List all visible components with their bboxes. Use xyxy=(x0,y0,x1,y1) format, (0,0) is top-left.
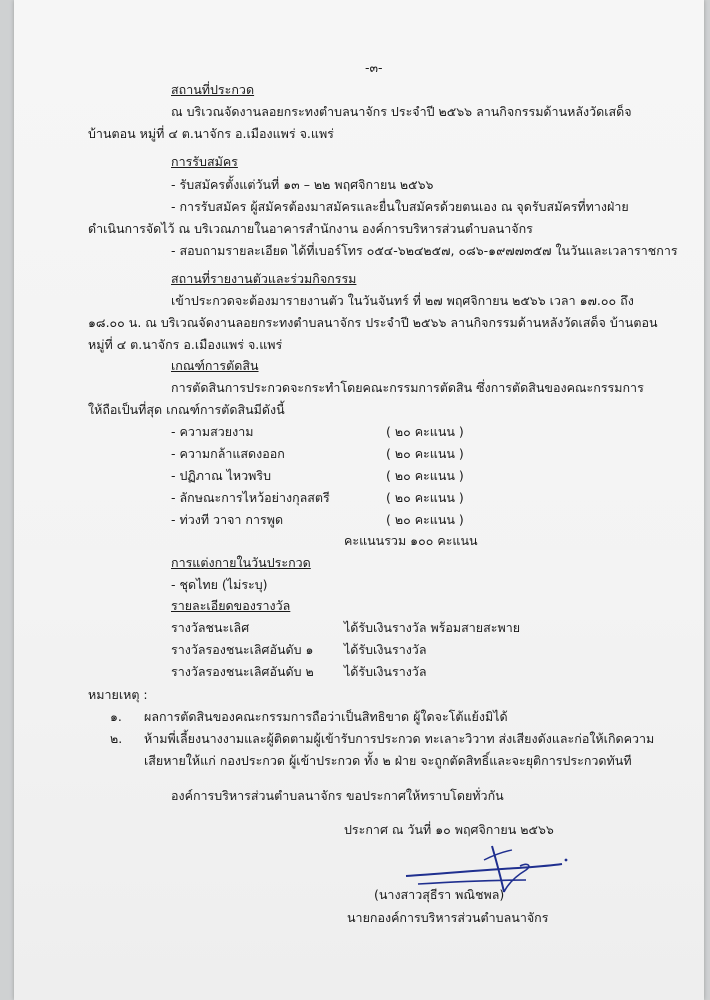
notes-heading: หมายเหตุ : xyxy=(88,687,148,702)
registration-item-2-line-2: ดำเนินการจัดไว้ ณ บริเวณภายในอาคารสำนักงาน องค์การบริหารส่วนตำบลนาจักร xyxy=(88,221,533,236)
note-text-line-2: เสียหายให้แก่ กองประกวด ผู้เข้าประกวด ทั้ง ๒ ฝ่าย จะถูกตัดสิทธิ์และจะยุติการประกวดทันที xyxy=(144,753,632,768)
report-line-3: หมู่ที่ ๔ ต.นาจักร อ.เมืองแพร่ จ.แพร่ xyxy=(88,337,283,352)
note-text-line-1: ห้ามพี่เลี้ยงนางงามและผู้ติดตามผู้เข้ารับการประกวด ทะเลาะวิวาท ส่งเสียงดังและก่อให้เกิดความ xyxy=(144,731,655,746)
criteria-item-name: - ลักษณะการไหว้อย่างกุลสตรี xyxy=(171,490,330,505)
registration-item-2-line-1: - การรับสมัคร ผู้สมัครต้องมาสมัครและยื่นใบสมัครด้วยตนเอง ณ จุดรับสมัครที่ทางฝ่าย xyxy=(171,199,629,214)
criteria-intro-line-1: การตัดสินการประกวดจะกระทำโดยคณะกรรมการตัดสิน ซึ่งการตัดสินของคณะกรรมการ xyxy=(171,380,644,395)
criteria-item-score: ( ๒๐ คะแนน ) xyxy=(386,446,464,461)
prize-detail: ได้รับเงินรางวัล xyxy=(344,664,427,679)
note-text: ผลการตัดสินของคณะกรรมการถือว่าเป็นสิทธิขาด ผู้ใดจะโต้แย้งมิได้ xyxy=(144,709,508,724)
report-line-1: เข้าประกวดจะต้องมารายงานตัว ในวันจันทร์ ที่ ๒๗ พฤศจิกายน ๒๕๖๖ เวลา ๑๗.๐๐ ถึง xyxy=(171,293,634,308)
criteria-intro-line-2: ให้ถือเป็นที่สุด เกณฑ์การตัดสินมีดังนี้ xyxy=(88,402,285,417)
announcement: องค์การบริหารส่วนตำบลนาจักร ขอประกาศให้ทราบโดยทั่วกัน xyxy=(171,788,504,803)
criteria-total: คะแนนรวม ๑๐๐ คะแนน xyxy=(344,533,478,548)
report-heading: สถานที่รายงานตัวและร่วมกิจกรรม xyxy=(171,271,357,286)
criteria-item-score: ( ๒๐ คะแนน ) xyxy=(386,512,464,527)
note-number: ๒. xyxy=(110,731,123,746)
criteria-heading: เกณฑ์การตัดสิน xyxy=(171,358,259,373)
registration-item-1: - รับสมัครตั้งแต่วันที่ ๑๓ – ๒๒ พฤศจิกายน ๒๕๖๖ xyxy=(171,177,434,192)
prize-name: รางวัลชนะเลิศ xyxy=(171,620,250,635)
registration-heading: การรับสมัคร xyxy=(171,154,238,169)
announced-date: ประกาศ ณ วันที่ ๑๐ พฤศจิกายน ๒๕๖๖ xyxy=(344,822,554,837)
criteria-item-name: - ท่วงที วาจา การพูด xyxy=(171,512,284,527)
dress-item: - ชุดไทย (ไม่ระบุ) xyxy=(171,577,268,592)
venue-line-2: บ้านตอน หมู่ที่ ๔ ต.นาจักร อ.เมืองแพร่ จ.แพร่ xyxy=(88,126,334,141)
prize-name: รางวัลรองชนะเลิศอันดับ ๑ xyxy=(171,642,314,657)
signer-name: (นางสาวสุธีรา พณิชพล) xyxy=(374,887,505,902)
criteria-item-name: - ปฏิภาณ ไหวพริบ xyxy=(171,468,272,483)
page-number: -๓- xyxy=(365,60,383,75)
document-page xyxy=(14,0,704,1000)
criteria-item-name: - ความสวยงาม xyxy=(171,424,254,439)
report-line-2: ๑๘.๐๐ น. ณ บริเวณจัดงานลอยกระทงตำบลนาจักร ประจำปี ๒๕๖๖ ลานกิจกรรมด้านหลังวัดเสด็จ บ้านตอน xyxy=(88,315,658,330)
venue-line-1: ณ บริเวณจัดงานลอยกระทงตำบลนาจักร ประจำปี ๒๕๖๖ ลานกิจกรรมด้านหลังวัดเสด็จ xyxy=(171,104,632,119)
prizes-heading: รายละเอียดของรางวัล xyxy=(171,598,291,613)
prize-detail: ได้รับเงินรางวัล พร้อมสายสะพาย xyxy=(344,620,521,635)
criteria-item-score: ( ๒๐ คะแนน ) xyxy=(386,468,464,483)
dress-heading: การแต่งกายในวันประกวด xyxy=(171,555,311,570)
note-number: ๑. xyxy=(110,709,122,724)
venue-heading: สถานที่ประกวด xyxy=(171,82,255,97)
criteria-item-score: ( ๒๐ คะแนน ) xyxy=(386,490,464,505)
prize-detail: ได้รับเงินรางวัล xyxy=(344,642,427,657)
prize-name: รางวัลรองชนะเลิศอันดับ ๒ xyxy=(171,664,314,679)
signer-title: นายกองค์การบริหารส่วนตำบลนาจักร xyxy=(347,910,549,925)
criteria-item-name: - ความกล้าแสดงออก xyxy=(171,446,285,461)
registration-item-3: - สอบถามรายละเอียด ได้ที่เบอร์โทร ๐๕๔-๖๒๔๒๕๗, ๐๘๖-๑๙๗๗๓๕๗ ในวันและเวลาราชการ xyxy=(171,243,678,258)
criteria-item-score: ( ๒๐ คะแนน ) xyxy=(386,424,464,439)
